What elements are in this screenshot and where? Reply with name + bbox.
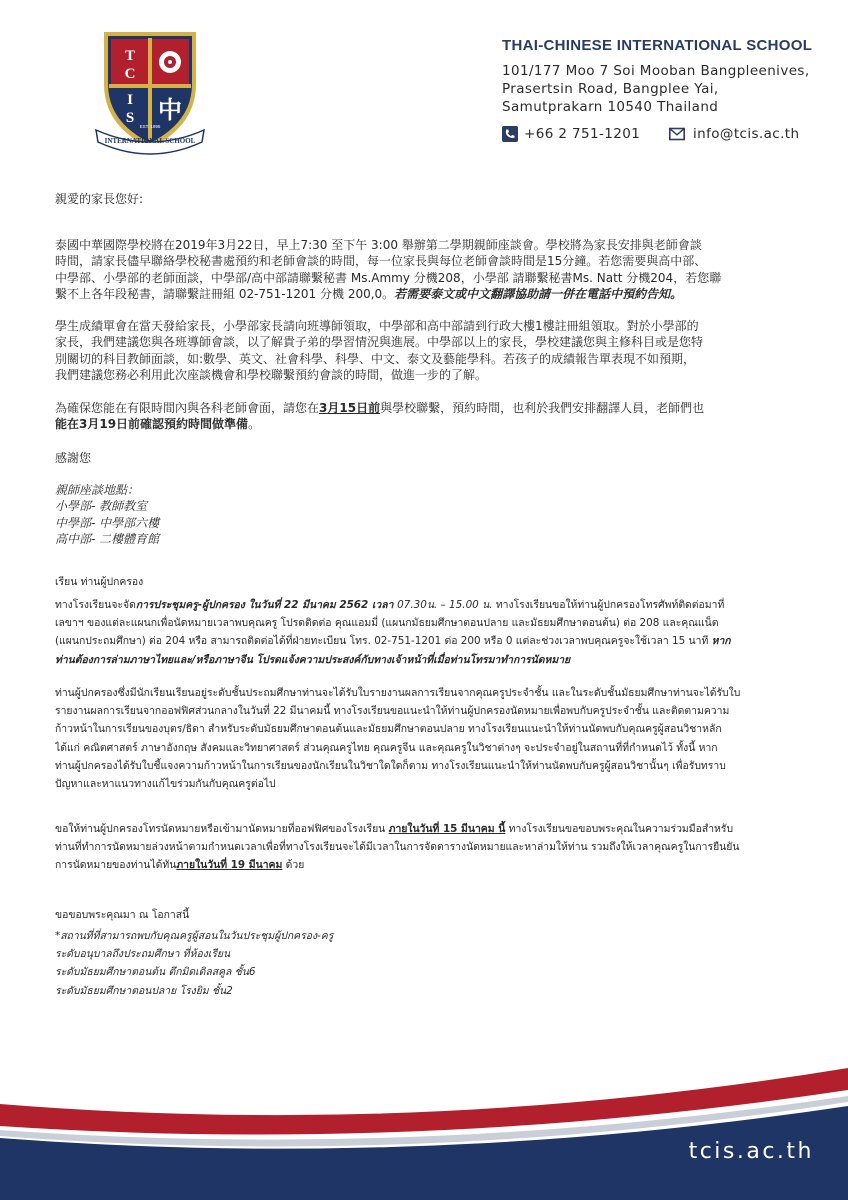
cn-p1-line-4: 繫不上各年段秘書，請聯繫註冊組 02-751-1201 分機 200,0。 xyxy=(55,286,395,301)
th-meeting-date: การประชุมครู-ผู้ปกครอง ในวันที่ 22 มีนาคม 2562 เวลา xyxy=(135,599,398,611)
crest-letter-t: T xyxy=(124,48,136,64)
cn-greeting: 親愛的家長您好: xyxy=(55,192,144,206)
crest-est-text: EST. 1995 xyxy=(139,124,161,129)
th-paragraph-2: ท่านผู้ปกครองซึ่งมีนักเรียนเรียนอยู่ระดับชั้นประถมศึกษาท่านจะได้รับใบรายงานผลการเรียนจากคุณครูประจำชั้น และในระดับชั้นมัธยมศึกษาท่านจะได้รับใบ รายงานผลการเรียนจากออฟฟิศส่วนกลางในวันที่ 22 มีนาคมนี้ ทางโรงเรียนขอแนะนำให้ท่านผู้ปกครองนัดหมายเพื่อพบกับครูประจำชั้น และติดตามความ ก้าวหน้าในการเรียนของบุตร/ธิดา สำหรับระดับมัธยมศึกษาตอนต้นและมัธยมศึกษาตอนปลาย ทางโรงเรียนแนะนำให้ท่านนัดพบกับคุณครูผู้สอนวิชาหลัก ได้แก่ คณิตศาสตร์ ภาษาอังกฤษ สังคมและวิทยาศาสตร์ ส่วนคุณครูไทย คุณครูจีน และคุณครูในวิชาต่างๆ จะประจำอยู่ในสถานที่ที่กำหนดไว้ ทั้งนี้ หาก ท่านผู้ปกครองได้รับใบชี้แจงความก้าวหน้าในการเรียนของนักเรียนในวิชาใดใดก็ตาม ทางโรงเรียนแนะนำให้ท่านนัดพบกับครูผู้สอนวิชานั้นๆ เพื่อรับทราบ ปัญหาและหาแนวทางแก้ไขร่วมกันกับคุณครูต่อไป xyxy=(55,687,741,791)
th-locations xyxy=(55,927,815,1000)
th-interpreter-note: ท่านต้องการล่ามภาษาไทยและ/หรือภาษาจีน โปรดแจ้งความประสงค์กับทางเจ้าหน้าที่เมื่อท่านโทรมาทำการนัดหมาย xyxy=(55,653,571,666)
address-line-1: 101/177 Moo 7 Soi Mooban Bangpleenives, xyxy=(502,63,810,79)
cn-location-3: 高中部- 二樓體育館 xyxy=(55,531,160,546)
cn-paragraph-1 xyxy=(55,237,795,302)
th-confirm-date: ภายในวันที่ 19 มีนาคม xyxy=(176,859,283,872)
email-address[interactable]: info@tcis.ac.th xyxy=(693,126,800,142)
cn-location-2: 中學部- 中學部六樓 xyxy=(55,515,160,530)
cn-p1-emphasis: 若需要泰文或中文翻譯協助請一併在電話中預約告知。 xyxy=(394,286,683,301)
th-paragraph-1: ทางโรงเรียนจะจัดการประชุมครู-ผู้ปกครอง ในวันที่ 22 มีนาคม 2562 เวลา 07.30น. – 15.00 น. ทางโรงเรียนขอให้ท่านผู้ปกครองโทรศัพท์ติดต่อมาที่ เลขาฯ ของแต่ละแผนกเพื่อนัดหมายเวลาพบคุณครู โปรดติดต่อ คุณแอมมี่ (แผนกมัธยมศึกษาตอนปลาย และมัธยมศึกษาตอนต้น) ต่อ 208 และคุณแน็ต (แผนกประถมศึกษา) ต่อ 204 หรือ สามารถติดต่อได้ที่ฝ่ายทะเบียน โทร. 02-751-1201 ต่อ 200 หรือ 0 แต่ละช่วงเวลาพบคุณครูจะใช้เวลา 15 นาที หาก ท่านต้องการล่ามภาษาไทยและ/หรือภาษาจีน โปรดแจ้งความประสงค์กับทางเจ้าหน้าที่เมื่อท่านโทรมาทำการนัดหมาย xyxy=(55,599,731,666)
cn-p2-line-2: 家長，我們建議您與各班導師會談，以了解貴子弟的學習情況與進展。中學部以上的家長，學校建議您與主修科目或是您特 xyxy=(55,335,704,350)
cn-paragraph-2 xyxy=(55,318,795,383)
school-crest-logo xyxy=(94,26,206,158)
envelope-icon xyxy=(669,126,685,142)
phone-number[interactable]: +66 2 751-1201 xyxy=(524,126,641,142)
crest-ribbon-text: INTERNATIONAL SCHOOL xyxy=(104,137,196,145)
cn-p1-line-1: 泰國中華國際學校將在2019年3月22日，早上7:30 至下午 3:00 舉辦第二學期親師座談會。學校將為家長安排與老師會談 xyxy=(55,238,702,252)
th-closing: ขอขอบพระคุณมา ณ โอกาสนี้ xyxy=(55,909,190,921)
cn-p1-line-2: 時間，請家長儘早聯絡學校秘書處預約和老師會談的時間，每一位家長與每位老師會談時間是15分鐘。若您需要與高中部、 xyxy=(55,254,707,269)
address-line-3: Samutprakarn 10540 Thailand xyxy=(502,99,719,115)
address-line-2: Prasertsin Road, Bangplee Yai, xyxy=(502,81,719,97)
cn-p2-line-4: 我們建議您務必利用此次座談機會和學校聯繫預約會談的時間，做進一步的了解。 xyxy=(55,367,488,382)
th-location-2: ระดับมัธยมศึกษาตอนต้น ตึกมิดเดิลสคูล ชั้น6 xyxy=(55,966,256,979)
cn-p1-line-3: 中學部、小學部的老師面談，中學部/高中部請聯繫秘書 Ms.Ammy 分機208，小學部 請聯繫秘書Ms. Natt 分機204，若您聯 xyxy=(55,270,722,285)
cn-paragraph-3: 為確保您能在有限時間內與各科老師會面，請您在3月15日前與學校聯繫，預約時間，也利於我們安排翻譯人員，老師們也 能在3月19日前確認預約時間做準備。 xyxy=(55,401,705,432)
th-greeting: เรียน ท่านผู้ปกครอง xyxy=(55,576,144,588)
crest-letter-i: I xyxy=(127,92,133,108)
th-paragraph-3: ขอให้ท่านผู้ปกครองโทรนัดหมายหรือเข้ามานัดหมายที่ออฟฟิศของโรงเรียน ภายในวันที่ 15 มีนาคม นี้ ทางโรงเรียนขอขอบพระคุณในความร่วมมือสำหรับ ท่านที่ทำการนัดหมายล่วงหน้าตามกำหนดเวลาเพื่อที่ทางโรงเรียนจะได้มีเวลาในการจัดตารางนัดหมายและหาล่ามให้ท่าน รวมถึงให้เวลาคุณครูในการยืนยัน การนัดหมายของท่านได้ทันภายในวันที่ 19 มีนาคม ด้วย xyxy=(55,823,740,872)
th-location-1: ระดับอนุบาลถึงประถมศึกษา ที่ห้องเรียน xyxy=(55,948,231,961)
crest-letter-s: S xyxy=(125,110,135,126)
cn-location-1: 小學部- 教師教室 xyxy=(55,499,148,514)
cn-p2-line-3: 別關切的科目教師面談，如:數學、英文、社會科學、科學、中文、泰文及藝能學科。若孩子的成績報告單表現不如預期， xyxy=(55,351,696,366)
cn-p2-line-1: 學生成績單會在當天發給家長，小學部家長請向班導師領取，中學部和高中部請到行政大樓1樓註冊組領取。對於小學部的 xyxy=(55,319,699,333)
th-location-note: *สถานที่ที่สามารถพบกับคุณครูผู้สอนในวันประชุมผู้ปกครอง-ครู xyxy=(55,930,334,942)
cn-location-title: 親師座談地點： xyxy=(55,483,140,497)
th-deadline-date: ภายในวันที่ 15 มีนาคม นี้ xyxy=(388,823,506,835)
cn-locations xyxy=(55,482,795,547)
footer-website[interactable]: tcis.ac.th xyxy=(688,1139,814,1164)
cn-deadline-date: 3月15日前 xyxy=(319,401,381,415)
th-location-3: ระดับมัธยมศึกษาตอนปลาย โรงยิม ชั้น2 xyxy=(55,984,233,997)
crest-chinese-glyph: 中 xyxy=(158,96,182,124)
phone-icon xyxy=(502,126,518,142)
cn-confirm-date: 能在3月19日前確認預約時間做準備 xyxy=(55,417,249,432)
crest-letter-c: C xyxy=(124,66,136,82)
school-name: THAI-CHINESE INTERNATIONAL SCHOOL xyxy=(502,37,813,54)
footer-swoosh-banner xyxy=(0,1068,848,1200)
cn-thanks: 感謝您 xyxy=(55,451,92,465)
